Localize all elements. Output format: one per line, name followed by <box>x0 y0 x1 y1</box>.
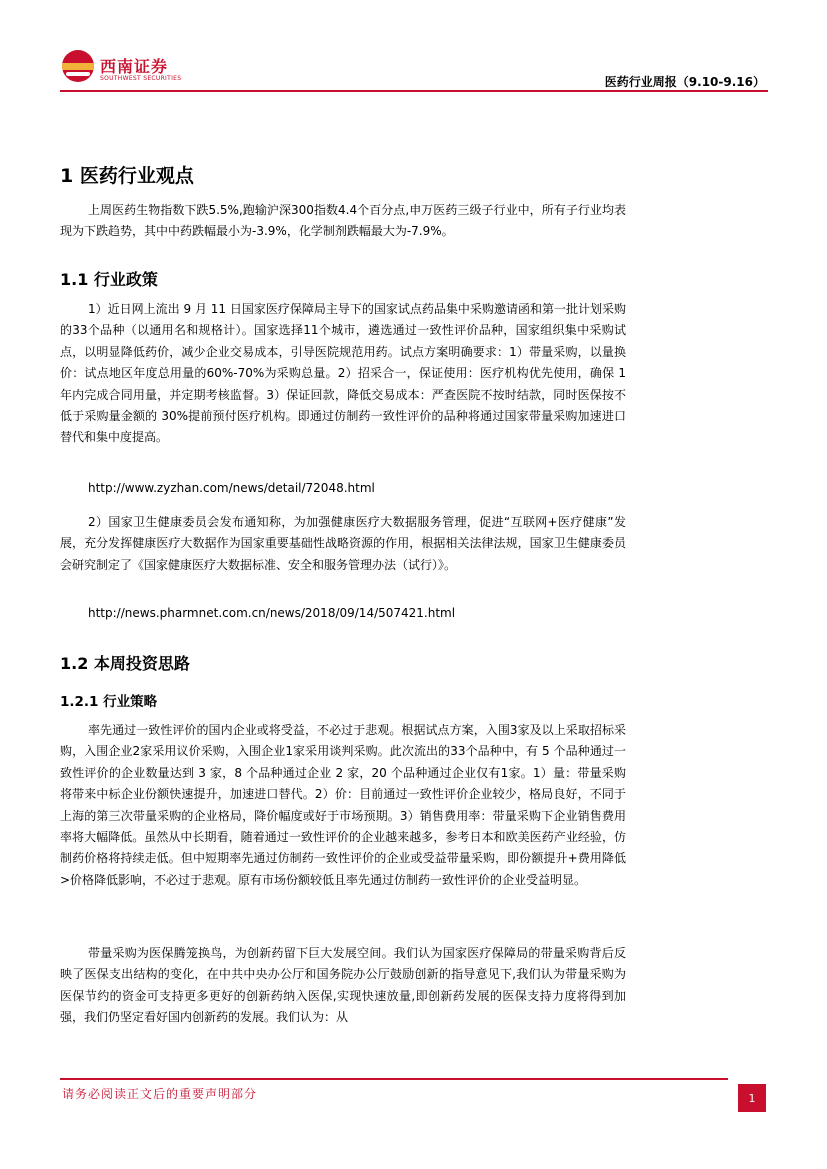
footer-disclaimer: 请务必阅读正文后的重要声明部分 <box>62 1087 258 1101</box>
header-divider <box>60 90 768 92</box>
section-1-1-heading: 1.1 行业政策 <box>60 270 158 289</box>
footer-divider <box>60 1078 728 1080</box>
policy-paragraph-1: 1）近日网上流出 9 月 11 日国家医疗保障局主导下的国家试点药品集中采购邀请函和第一批计划采购的33个品种（以通用名和规格计）。国家选择11个城市，遴选通过一致性评价品种，国家组织集中采购试点，以明显降低药价，减少企业交易成本，引导医院规范用药。试点方案明确要求：1）带量采购，以量换价：试点地区年度总用量的60%-70%为采购总量。2）招采合一，保证使用：医疗机构优先使用，确保 1 年内完成合同用量，并定期考核监督。3）保证回款，降低交易成本：严查医院不按时结款，同时医保按不低于采购量金额的 30%提前预付医疗机构。即通过仿制药一致性评价的品种将通过国家带量采购加速进口替代和集中度提高。 <box>60 302 626 445</box>
logo-english-name: SOUTHWEST SECURITIES <box>100 75 182 82</box>
company-logo <box>62 50 182 86</box>
source-link-2[interactable]: http://news.pharmnet.com.cn/news/2018/09/14/507421.html <box>88 606 456 620</box>
report-title: 医药行业周报（9.10-9.16） <box>604 75 765 89</box>
logo-emblem-icon <box>62 50 94 82</box>
section-1-heading: 1 医药行业观点 <box>60 165 194 187</box>
section-1-paragraph: 上周医药生物指数下跌5.5%,跑输沪深300指数4.4个百分点,申万医药三级子行业中，所有子行业均表现为下跌趋势，其中中药跌幅最小为-3.9%，化学制剂跌幅最大为-7.9%。 <box>60 203 626 239</box>
policy-paragraph-2: 2）国家卫生健康委员会发布通知称，为加强健康医疗大数据服务管理，促进“互联网+医疗健康”发展，充分发挥健康医疗大数据作为国家重要基础性战略资源的作用，根据相关法律法规，国家卫生健康委员会研究制定了《国家健康医疗大数据标准、安全和服务管理办法（试行）》。 <box>60 515 626 572</box>
source-link-1[interactable]: http://www.zyzhan.com/news/detail/72048.html <box>88 481 375 495</box>
strategy-paragraph-2: 带量采购为医保腾笼换鸟，为创新药留下巨大发展空间。我们认为国家医疗保障局的带量采购背后反映了医保支出结构的变化，在中共中央办公厅和国务院办公厅鼓励创新的指导意见下,我们认为带量采购为医保节约的资金可支持更多更好的创新药纳入医保,实现快速放量,即创新药发展的医保支持力度将得到加强，我们仍坚定看好国内创新药的发展。我们认为：从 <box>60 946 626 1025</box>
page-number: 1 <box>738 1084 766 1112</box>
strategy-paragraph-1: 率先通过一致性评价的国内企业或将受益，不必过于悲观。根据试点方案，入围3家及以上采取招标采购，入围企业2家采用议价采购，入围企业1家采用谈判采购。此次流出的33个品种中，有 5 个品种通过一致性评价的企业数量达到 3 家，8 个品种通过企业 2 家，20 个品种通过企业仅有1家。1）量：带量采购将带来中标企业份额快速提升，加速进口替代。2）价：目前通过一致性评价企业较少，格局良好，不同于上海的第三次带量采购的企业格局，降价幅度或好于市场预期。3）销售费用率：带量采购下企业销售费用率将大幅降低。虽然从中长期看，随着通过一致性评价的企业越来越多，参考日本和欧美医药产业经验，仿制药价格将持续走低。但中短期率先通过仿制药一致性评价的企业或受益带量采购，即份额提升+费用降低>价格降低影响，不必过于悲观。原有市场份额较低且率先通过仿制药一致性评价的企业受益明显。 <box>60 723 626 887</box>
section-1-2-heading: 1.2 本周投资思路 <box>60 654 190 673</box>
logo-name: 西南证券 <box>100 57 169 76</box>
section-1-2-1-heading: 1.2.1 行业策略 <box>60 694 158 710</box>
